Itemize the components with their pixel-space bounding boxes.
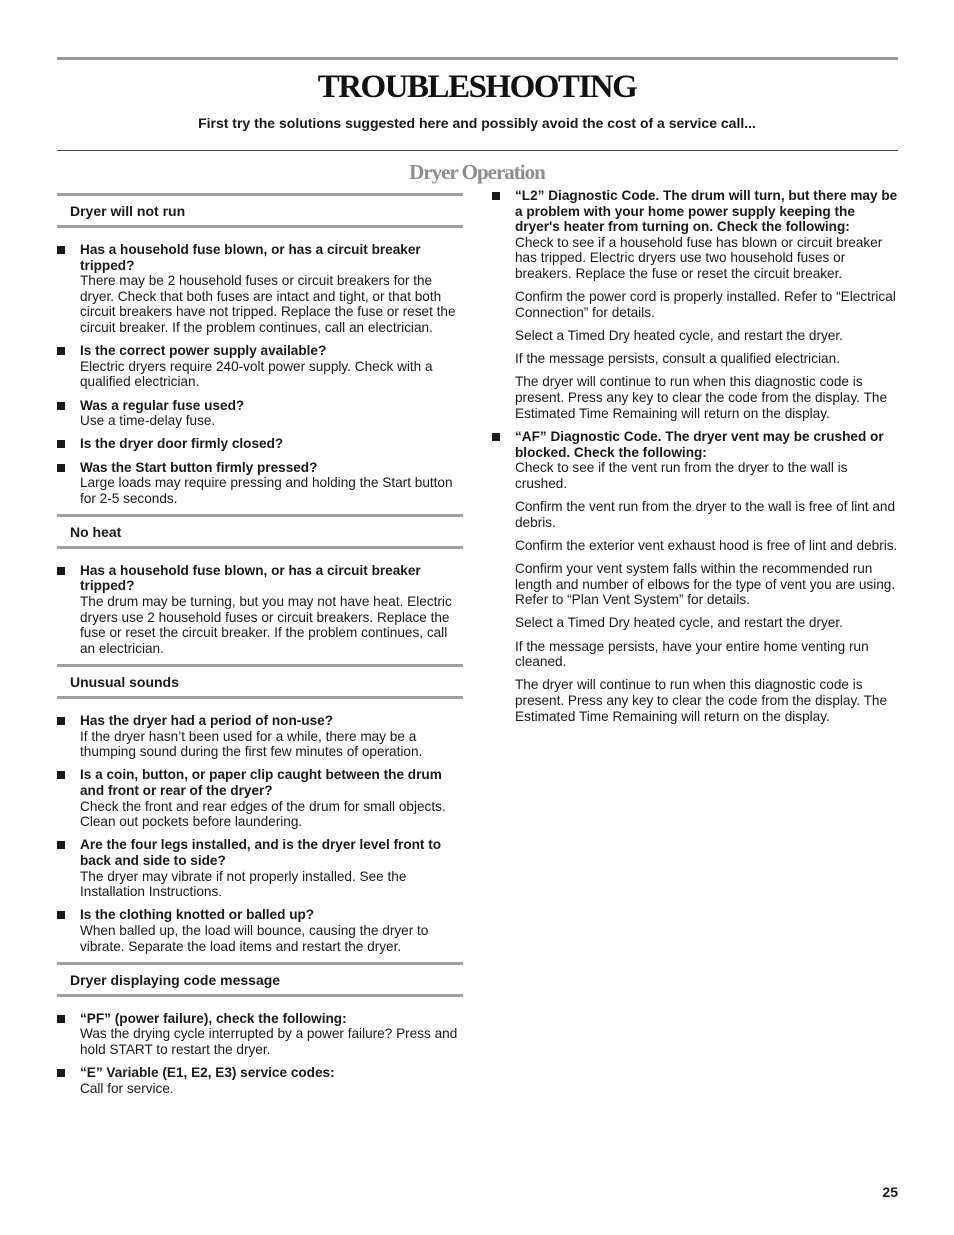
item-paragraph: Confirm the power cord is properly installed. Refer to “Electrical Connection” for details. [515,289,896,320]
item-paragraph: The dryer will continue to run when this diagnostic code is present. Press any key to clear the code from the display. The Estimated Time Remaining will return on the display. [515,374,888,421]
top-rule [57,57,898,60]
item-answer: Large loads may require pressing and holding the Start button for 2-5 seconds. [80,475,453,506]
square-bullet-icon [57,402,65,410]
item-question: Is the dryer door firmly closed? [80,436,284,452]
item-answer: The dryer may vibrate if not properly installed. See the Installation Instructions. [80,868,407,900]
item-question: Is a coin, button, or paper clip caught between the drum and front or rear of the dryer? [80,767,442,798]
square-bullet-icon [57,911,65,919]
page-title: TROUBLESHOOTING [317,69,637,105]
list-item [57,460,463,507]
list-item [57,713,463,760]
list-item [57,343,463,390]
group-heading: No heat [57,514,463,549]
square-bullet-icon [57,1015,65,1023]
troubleshooting-group [57,193,463,506]
item-answer: If the dryer hasn’t been used for a while, there may be a thumping sound during the first few minutes of operation. [80,728,423,760]
list-item [57,242,463,336]
item-question: Is the correct power supply available? [80,343,327,359]
item-question: “L2” Diagnostic Code. The drum will turn, but there may be a problem with your home power supply keeping the dryer's heater from turning on. Check the following: [515,188,898,235]
square-bullet-icon [57,717,65,725]
square-bullet-icon [492,192,500,200]
square-bullet-icon [57,771,65,779]
item-answer: Use a time-delay fuse. [80,413,216,429]
square-bullet-icon [57,347,65,355]
list-item [492,429,898,724]
square-bullet-icon [57,440,65,448]
item-question: Is the clothing knotted or balled up? [80,907,315,923]
troubleshooting-group [57,962,463,1097]
item-paragraph: Check to see if the vent run from the dryer to the wall is crushed. [515,460,848,491]
item-question: “E” Variable (E1, E2, E3) service codes: [80,1065,335,1081]
item-answer: When balled up, the load will bounce, causing the dryer to vibrate. Separate the load items and restart the dryer. [80,922,429,954]
item-answer: Electric dryers require 240-volt power supply. Check with a qualified electrician. [80,358,433,390]
item-answer: Check the front and rear edges of the drum for small objects. Clean out pockets before laundering. [80,798,446,830]
left-column [57,193,463,1104]
square-bullet-icon [57,1069,65,1077]
page-subtitle: First try the solutions suggested here and possibly avoid the cost of a service call... [198,115,756,131]
item-question: “AF” Diagnostic Code. The dryer vent may be crushed or blocked. Check the following: [515,429,884,460]
item-answer: The drum may be turning, but you may not have heat. Electric dryers use 2 household fuses or circuit breakers. Replace the fuse or reset the circuit breaker. If the problem continues, call an electrician. [80,594,452,656]
item-paragraph: Select a Timed Dry heated cycle, and restart the dryer. [515,327,843,343]
item-question: Has the dryer had a period of non-use? [80,713,334,729]
square-bullet-icon [57,464,65,472]
list-item [492,188,898,421]
page-number: 25 [882,1184,898,1200]
item-answer: Call for service. [80,1080,174,1096]
square-bullet-icon [57,841,65,849]
item-question: Was a regular fuse used? [80,397,245,413]
item-question: Has a household fuse blown, or has a circuit breaker tripped? [80,562,421,594]
list-item [57,837,463,899]
item-paragraph: If the message persists, have your entire home venting run cleaned. [515,638,869,670]
item-paragraph: Confirm the vent run from the dryer to the wall is free of lint and debris. [515,499,896,530]
group-heading: Dryer will not run [57,193,463,228]
group-heading: Unusual sounds [57,664,463,699]
list-item [57,1065,463,1096]
item-question: Was the Start button firmly pressed? [80,459,318,475]
item-paragraph: If the message persists, consult a qualified electrician. [515,351,840,367]
list-item [57,398,463,429]
list-item [57,907,463,954]
item-answer: Was the drying cycle interrupted by a power failure? Press and hold START to restart the dryer. [80,1026,458,1057]
item-paragraph: The dryer will continue to run when this diagnostic code is present. Press any key to clear the code from the display. The Estimated Time Remaining will return on the display. [515,677,888,724]
item-question: “PF” (power failure), check the following: [80,1010,347,1026]
item-answer: There may be 2 household fuses or circuit breakers for the dryer. Check that both fuses are intact and tight, or that both circuit breakers have not tripped. Replace the fuse or reset the circuit breaker. If the problem continues, call an electrician. [80,273,456,335]
list-item [57,563,463,657]
square-bullet-icon [492,433,500,441]
list-item [57,436,463,452]
group-heading: Dryer displaying code message [57,962,463,997]
item-paragraph: Confirm your vent system falls within the recommended run length and number of elbows for the type of vent you are using. Refer to “Plan Vent System” for details. [515,561,896,608]
item-question: Are the four legs installed, and is the dryer level front to back and side to side? [80,837,442,868]
square-bullet-icon [57,246,65,254]
list-item [57,1011,463,1058]
item-paragraph: Check to see if a household fuse has blown or circuit breaker has tripped. Electric dryers use two household fuses or breakers. Replace the fuse or reset the circuit breaker. [515,234,883,281]
item-question: Has a household fuse blown, or has a circuit breaker tripped? [80,242,421,273]
list-item [57,767,463,829]
item-paragraph: Select a Timed Dry heated cycle, and restart the dryer. [515,615,843,631]
section-title: Dryer Operation [409,160,545,184]
item-paragraph: Confirm the exterior vent exhaust hood is free of lint and debris. [515,537,898,553]
header-divider [57,150,898,151]
square-bullet-icon [57,567,65,575]
troubleshooting-group [57,664,463,954]
right-column [492,188,898,732]
troubleshooting-group [57,514,463,657]
